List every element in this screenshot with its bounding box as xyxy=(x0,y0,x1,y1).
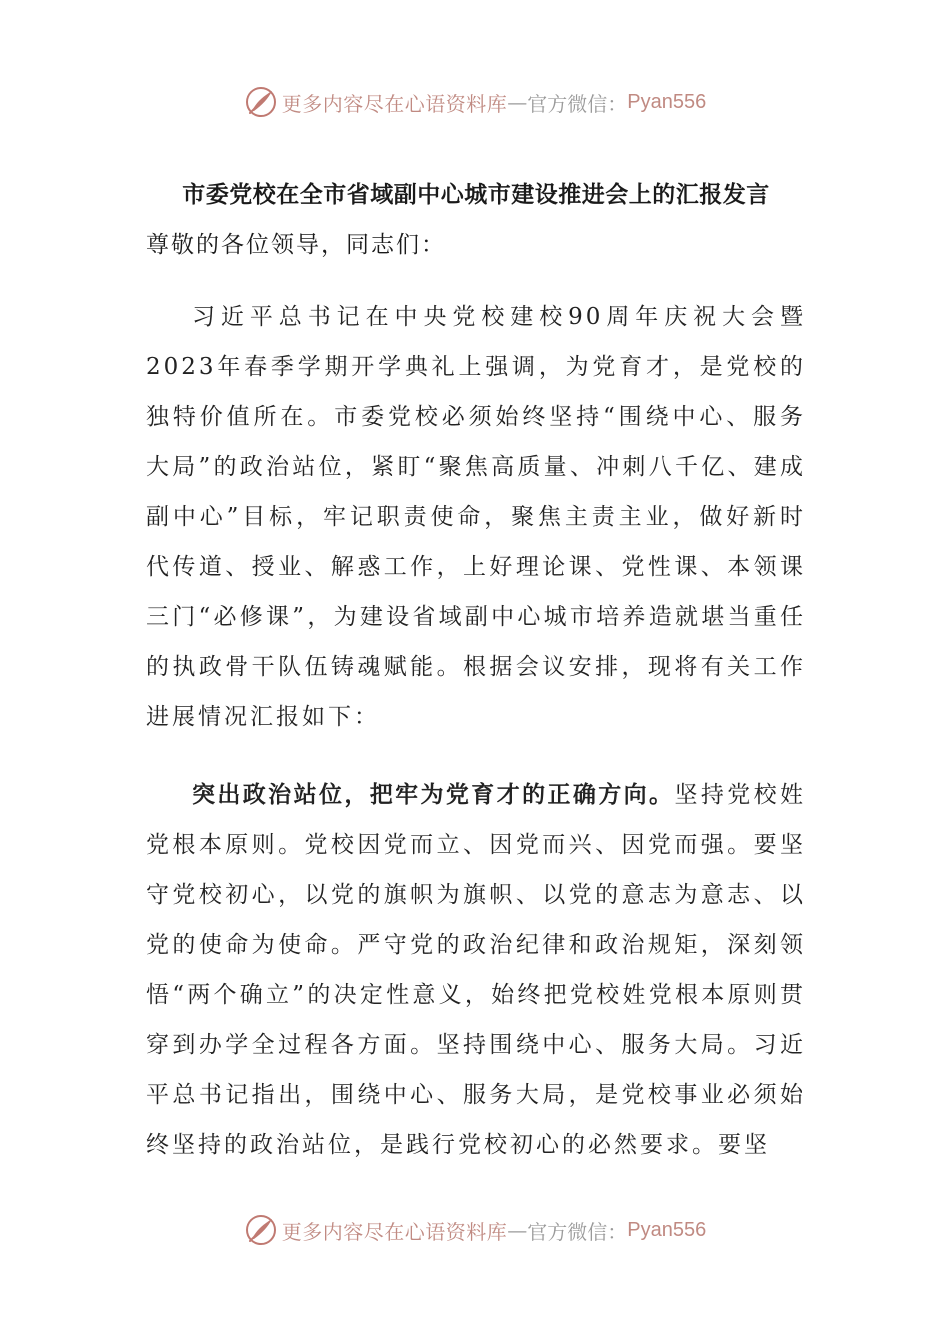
paragraph-intro: 习近平总书记在中央党校建校90周年庆祝大会暨2023年春季学期开学典礼上强调，为党育才，是党校的独特价值所在。市委党校必须始终坚持“围绕中心、服务大局”的政治站位，紧盯“聚焦高质量、冲刺八千亿、建成副中心”目标，牢记职责使命，聚焦主责主业，做好新时代传道、授业、解惑工作，上好理论课、党性课、本领课三门“必修课”，为建设省域副中心城市培养造就堪当重任的执政骨干队伍铸魂赋能。根据会议安排，现将有关工作进展情况汇报如下： xyxy=(146,304,806,730)
document-title: 市委党校在全市省域副中心城市建设推进会上的汇报发言 xyxy=(182,181,770,208)
document-body xyxy=(146,170,806,1170)
banner-wechat-id: Pyan556 xyxy=(627,1218,707,1241)
salutation: 尊敬的各位领导，同志们： xyxy=(146,232,446,258)
paragraph-body-text: 坚持党校姓党根本原则。党校因党而立、因党而兴、因党而强。要坚守党校初心，以党的旗帜为旗帜、以党的意志为意志、以党的使命为使命。严守党的政治纪律和政治规矩，深刻领悟“两个确立”的决定性意义，始终把党校姓党根本原则贯穿到办学全过程各方面。坚持围绕中心、服务大局。习近平总书记指出，围绕中心、服务大局，是党校事业必须始终坚持的政治站位，是践行党校初心的必然要求。要坚 xyxy=(146,782,807,1158)
quill-pen-logo-icon xyxy=(244,85,278,119)
paragraph-political-stance xyxy=(146,770,806,1170)
banner-wechat-label: 官方微信： xyxy=(527,1219,628,1244)
banner-dash: — xyxy=(507,90,528,114)
paragraph-lead-heading: 突出政治站位，把牢为党育才的正确方向。 xyxy=(192,781,675,808)
quill-pen-logo-icon xyxy=(244,1213,278,1247)
footer-watermark-banner xyxy=(0,1208,950,1252)
banner-text: 更多内容尽在心语资料库 xyxy=(281,1219,508,1244)
header-watermark-banner xyxy=(0,80,950,124)
banner-wechat-label: 官方微信： xyxy=(527,91,628,116)
banner-text: 更多内容尽在心语资料库 xyxy=(281,91,508,116)
banner-wechat-id: Pyan556 xyxy=(627,90,707,113)
banner-dash: — xyxy=(507,1218,528,1242)
